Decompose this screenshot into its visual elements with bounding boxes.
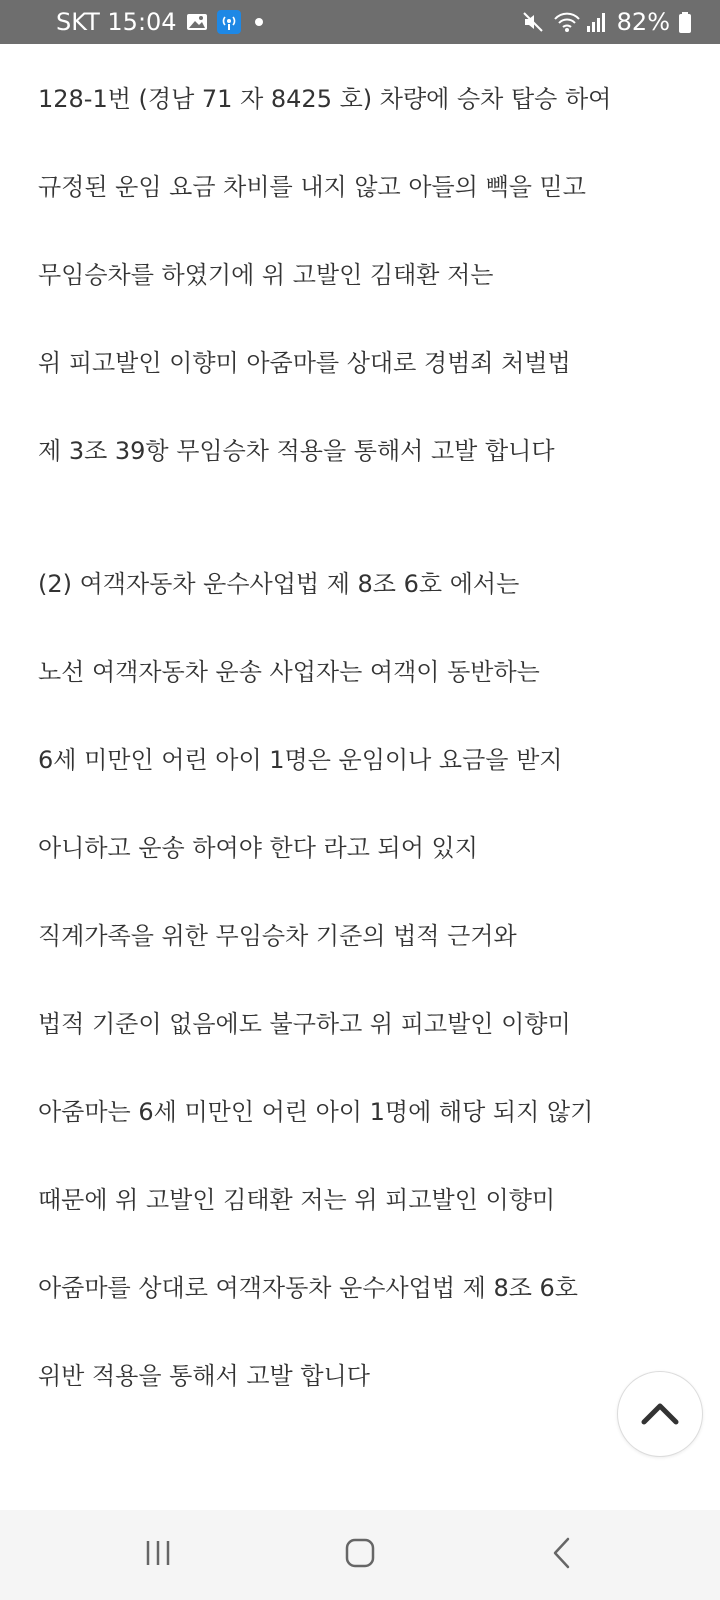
document-line: 직계가족을 위한 무임승차 기준의 법적 근거와 [38, 922, 517, 950]
battery-percent: 82% [616, 8, 670, 36]
recent-apps-button[interactable] [128, 1530, 188, 1580]
image-icon [185, 10, 209, 34]
document-line: 무임승차를 하였기에 위 고발인 김태환 저는 [38, 261, 494, 289]
recent-apps-icon [143, 1538, 173, 1572]
wifi-icon [553, 10, 577, 34]
document-line: 아줌마는 6세 미만인 어린 아이 1명에 해당 되지 않기 [38, 1098, 594, 1126]
back-button[interactable] [532, 1530, 592, 1580]
document-line: 128-1번 (경남 71 자 8425 호) 차량에 승차 탑승 하여 [38, 85, 612, 113]
signal-icon [585, 10, 609, 34]
mute-icon [521, 10, 545, 34]
document-line: 제 3조 39항 무임승차 적용을 통해서 고발 합니다 [38, 437, 555, 465]
document-line: 위반 적용을 통해서 고발 합니다 [38, 1362, 370, 1390]
navigation-bar [0, 1510, 720, 1600]
home-icon [344, 1537, 376, 1573]
home-button[interactable] [330, 1530, 390, 1580]
document-line: 노선 여객자동차 운송 사업자는 여객이 동반하는 [38, 658, 540, 686]
scroll-to-top-button[interactable] [617, 1371, 703, 1457]
notification-dot-icon [255, 18, 263, 26]
document-line: 위 피고발인 이향미 아줌마를 상대로 경범죄 처벌법 [38, 349, 571, 377]
battery-icon [678, 10, 692, 34]
status-bar-right [521, 8, 692, 36]
chevron-up-icon [640, 1398, 680, 1430]
status-bar-left [56, 8, 263, 36]
cast-icon [217, 10, 241, 34]
document-line: 법적 기준이 없음에도 불구하고 위 피고발인 이향미 [38, 1010, 571, 1038]
status-bar [0, 0, 720, 44]
document-line: 아니하고 운송 하여야 한다 라고 되어 있지 [38, 834, 478, 862]
document-line: (2) 여객자동차 운수사업법 제 8조 6호 에서는 [38, 570, 520, 598]
document-line: 규정된 운임 요금 차비를 내지 않고 아들의 빽을 믿고 [38, 173, 586, 201]
carrier-time: SKT 15:04 [56, 8, 177, 36]
back-icon [550, 1536, 574, 1574]
document-line: 6세 미만인 어린 아이 1명은 운임이나 요금을 받지 [38, 746, 563, 774]
document-line: 아줌마를 상대로 여객자동차 운수사업법 제 8조 6호 [38, 1274, 578, 1302]
document-line: 때문에 위 고발인 김태환 저는 위 피고발인 이향미 [38, 1186, 556, 1214]
